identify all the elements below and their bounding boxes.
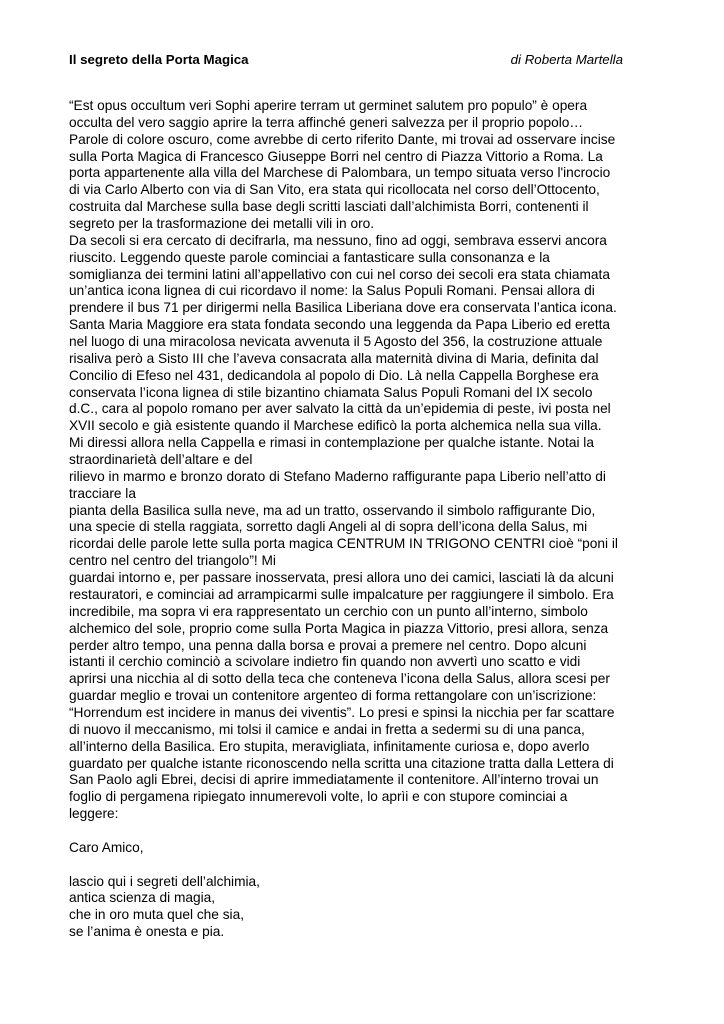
body-line: aprirsi una nicchia al di sotto della teca che conteneva l’icona della Salus, allora scesi per bbox=[69, 671, 610, 687]
body-line: Parole di colore oscuro, come avrebbe di certo riferito Dante, mi trovai ad osservare incise bbox=[69, 131, 616, 147]
body-line: restauratori, e cominciai ad arrampicarmi sulle impalcature per raggiungere il simbolo. Era bbox=[69, 586, 614, 602]
body-line: Concilio di Efeso nel 431, dedicandola al popolo di Dio. Là nella Cappella Borghese era bbox=[69, 367, 599, 383]
body-line: riuscito. Leggendo queste parole cominciai a fantasticare sulla consonanza e la bbox=[69, 249, 550, 265]
body-line: perder altro tempo, una penna dalla borsa e provai a premere nel centro. Dopo alcuni bbox=[69, 637, 587, 653]
body-line: “Est opus occultum veri Sophi aperire terram ut germinet salutem pro populo” è opera bbox=[69, 98, 588, 113]
body-line: guardato per qualche istante riconoscendo nella scritta una citazione tratta dalla Lettera di bbox=[69, 755, 614, 771]
body-line: sulla Porta Magica di Francesco Giuseppe Borri nel centro di Piazza Vittorio a Roma. La bbox=[69, 148, 603, 164]
body-line: guardai intorno e, per passare inosservata, presi allora uno dei camici, lasciati là da alcuni bbox=[69, 570, 614, 586]
body-line: straordinarietà dell’altare e del bbox=[69, 452, 253, 468]
body-line: alchemico del sole, proprio come sulla Porta Magica in piazza Vittorio, presi allora, senza bbox=[69, 620, 609, 636]
body-line: porta appartenente alla villa del Marchese di Palombara, un tempo situata verso l'incrocio bbox=[69, 165, 611, 181]
body-line: segreto per la trasformazione dei metalli vili in oro. bbox=[69, 216, 375, 232]
body-line: un’antica icona lignea di cui ricordavo il nome: la Salus Populi Romani. Pensai allora di bbox=[69, 283, 595, 299]
body-line: somiglianza dei termini latini all’appellativo con cui nel corso dei secoli era stata chiamata bbox=[69, 266, 610, 282]
body-line: Santa Maria Maggiore era stata fondata secondo una leggenda da Papa Liberio ed eretta bbox=[69, 317, 611, 333]
body-line: rilievo in marmo e bronzo dorato di Stefano Maderno raffigurante papa Liberio nell’atto di bbox=[69, 468, 606, 484]
verse bbox=[69, 874, 659, 941]
body-line: centro nel centro del triangolo”! Mi bbox=[69, 553, 276, 569]
body-line: Da secoli si era cercato di decifrarla, ma nessuno, fino ad oggi, sembrava esservi ancora bbox=[69, 232, 607, 248]
verse-line: se l’anima è onesta e pia. bbox=[69, 924, 225, 940]
header bbox=[69, 52, 623, 70]
body-line: tracciare la bbox=[69, 485, 136, 501]
body-line: incredibile, ma sopra vi era rappresentato un cerchio con un punto all’interno, simbolo bbox=[69, 603, 588, 619]
body-line: risaliva però a Sisto III che l’aveva consacrata alla maternità divina di Maria, definita dal bbox=[69, 350, 599, 366]
body-line: nel luogo di una miracolosa nevicata avvenuta il 5 Agosto del 356, la costruzione attuale bbox=[69, 334, 603, 350]
body-line: occulta del vero saggio aprire la terra affinché generi salvezza per il proprio popolo… bbox=[69, 114, 584, 130]
body-line: San Paolo agli Ebrei, decisi di aprire immediatamente il contenitore. All’interno trovai un bbox=[69, 772, 599, 788]
body-line: costruita dal Marchese sulla base degli scritti lasciati dall’alchimista Borri, contenenti il bbox=[69, 199, 589, 215]
body-line: di nuovo il meccanismo, mi tolsi il camice e andai in fretta a sedermi su di una panca, bbox=[69, 721, 585, 737]
body-line: una specie di stella raggiata, sorretto dagli Angeli al di sopra dell’icona della Salus, mi bbox=[69, 519, 588, 535]
verse-line: lascio qui i segreti dell’alchimia, bbox=[69, 873, 260, 889]
document-body bbox=[69, 98, 659, 941]
body-line: “Horrendum est incidere in manus dei viventis”. Lo presi e spinsi la nicchia per far scattare bbox=[69, 704, 615, 720]
body-line: pianta della Basilica sulla neve, ma ad un tratto, osservando il simbolo raffigurante Dio, bbox=[69, 502, 596, 518]
paragraph-gap bbox=[69, 823, 659, 840]
verse-line: che in oro muta quel che sia, bbox=[69, 907, 244, 923]
body-line: leggere: bbox=[69, 806, 119, 822]
body-line: XVII secolo e già esistente quando il Marchese edificò la porta alchemica nella sua villa. bbox=[69, 418, 602, 434]
body-line: all’interno della Basilica. Ero stupita, meravigliata, infinitamente curiosa e, dopo averlo bbox=[69, 738, 590, 754]
body-line: di via Carlo Alberto con via di San Vito, era stata qui ricollocata nel corso dell’Ottocento, bbox=[69, 182, 600, 198]
body-line: foglio di pergamena ripiegato innumerevoli volte, lo aprìi e con stupore cominciai a bbox=[69, 789, 568, 805]
body-line: istanti il cerchio cominciò a scivolare indietro fin quando non avvertì uno scatto e vidi bbox=[69, 654, 581, 670]
salutation: Caro Amico, bbox=[69, 839, 144, 855]
paragraph-gap bbox=[69, 857, 659, 874]
verse-line: antica scienza di magia, bbox=[69, 890, 216, 906]
author-byline: di Roberta Martella bbox=[510, 52, 623, 67]
body-text bbox=[69, 98, 659, 823]
body-line: guardar meglio e trovai un contenitore argenteo di forma rettangolare con un’iscrizione: bbox=[69, 688, 597, 704]
body-line: ricordai delle parole lette sulla porta magica CENTRUM IN TRIGONO CENTRI cioè “poni il bbox=[69, 536, 618, 552]
body-line: prendere il bus 71 per dirigermi nella Basilica Liberiana dove era conservata l’antica icona. bbox=[69, 300, 617, 316]
body-line: d.C., cara al popolo romano per aver salvato la città da un’epidemia di peste, ivi posta nel bbox=[69, 401, 611, 417]
document-title: Il segreto della Porta Magica bbox=[69, 52, 249, 67]
body-line: conservata l’icona lignea di stile bizantino chiamata Salus Populi Romani del IX secolo bbox=[69, 384, 593, 400]
body-line: Mi diressi allora nella Cappella e rimasi in contemplazione per qualche istante. Notai la bbox=[69, 435, 594, 451]
